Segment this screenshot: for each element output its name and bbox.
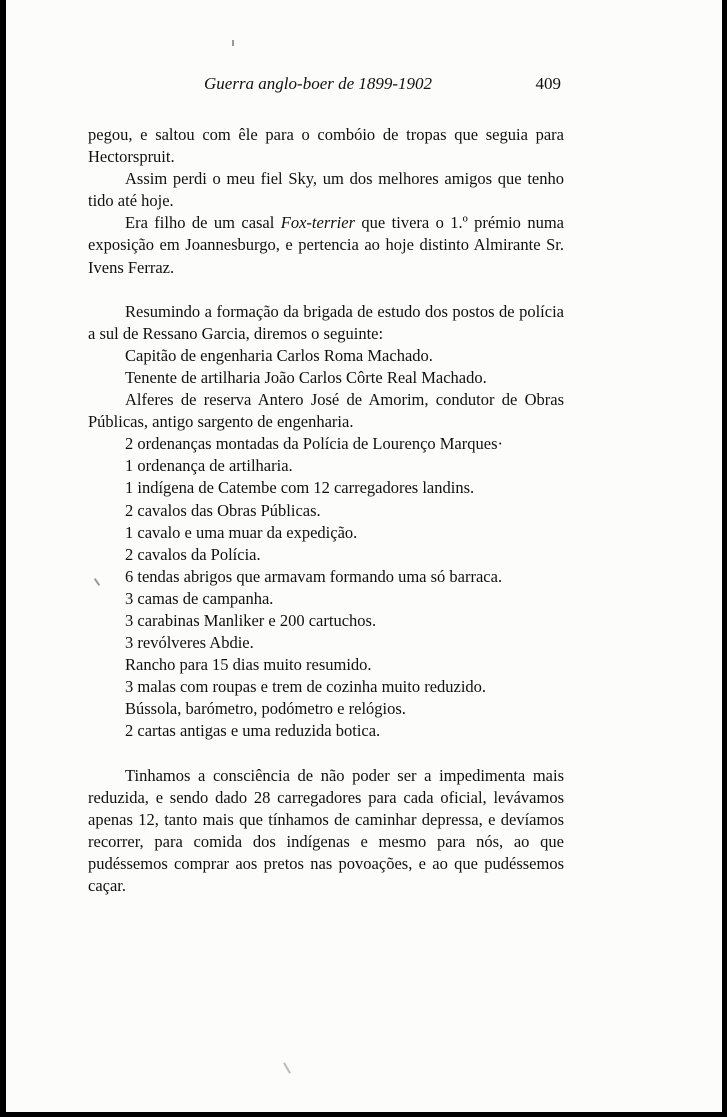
list-item: 2 cavalos das Obras Públicas. bbox=[125, 500, 321, 520]
list-item: Bússola, barómetro, podómetro e relógios. bbox=[125, 699, 406, 719]
body-text bbox=[88, 124, 564, 897]
paragraph: Assim perdi o meu fiel Sky, um dos melhores amigos que tenho tido até hoje. bbox=[88, 169, 564, 211]
list-item: Alferes de reserva Antero José de Amorim, condutor de Obras Públicas, antigo sargento de engenharia. bbox=[88, 390, 564, 432]
list-item: 2 ordenanças montadas da Polícia de Lourenço Marques· bbox=[125, 434, 503, 454]
text-run: que tivera o 1.º prémio numa exposição em Joannesburgo, e pertencia ao hoje distinto Almirante Sr. Ivens Ferraz. bbox=[88, 213, 564, 277]
text-run: Era filho de um casal bbox=[125, 213, 281, 233]
paragraph: Tinhamos a consciência de não poder ser a impedimenta mais reduzida, e sendo dado 28 carregadores para cada oficial, levávamos apenas 12, tanto mais que tínhamos de caminhar depressa, e devíamos recorrer, para comida dos indígenas e mesmo para nós, ao que pudéssemos comprar aos pretos nas povoações, e ao que pudéssemos caçar. bbox=[88, 765, 564, 895]
paragraph: Resumindo a formação da brigada de estudo dos postos de polícia a sul de Ressano Garcia, diremos o seguinte: bbox=[88, 301, 564, 343]
page-number: 409 bbox=[535, 74, 561, 93]
paragraph: pegou, e saltou com êle para o combóio de tropas que seguia para Hectorspruit. bbox=[88, 125, 564, 167]
list-item: 3 carabinas Manliker e 200 cartuchos. bbox=[125, 610, 377, 630]
list-item: 2 cartas antigas e uma reduzida botica. bbox=[125, 721, 381, 741]
page-speck bbox=[232, 40, 234, 46]
list-item: 1 cavalo e uma muar da expedição. bbox=[125, 522, 358, 542]
list-item: 3 camas de campanha. bbox=[125, 588, 274, 608]
book-page bbox=[6, 0, 722, 1112]
list-item: Capitão de engenharia Carlos Roma Machado. bbox=[125, 345, 433, 365]
list-item: 6 tendas abrigos que armavam formando uma só barraca. bbox=[125, 566, 503, 586]
list-item: Rancho para 15 dias muito resumido. bbox=[125, 655, 372, 675]
page-speck bbox=[283, 1062, 291, 1073]
paragraph bbox=[88, 212, 564, 278]
running-title: Guerra anglo-boer de 1899-1902 bbox=[204, 74, 433, 93]
list-item: 1 indígena de Catembe com 12 carregadores landins. bbox=[125, 478, 475, 498]
list-item: 1 ordenança de artilharia. bbox=[125, 456, 293, 476]
italic-term: Fox-terrier bbox=[280, 213, 355, 233]
list-item: 2 cavalos da Polícia. bbox=[125, 544, 261, 564]
list-item: 3 malas com roupas e trem de cozinha muito reduzido. bbox=[125, 677, 487, 697]
list-item: 3 revólveres Abdie. bbox=[125, 633, 254, 653]
list-item: Tenente de artilharia João Carlos Côrte Real Machado. bbox=[125, 367, 487, 387]
running-header bbox=[204, 74, 561, 98]
